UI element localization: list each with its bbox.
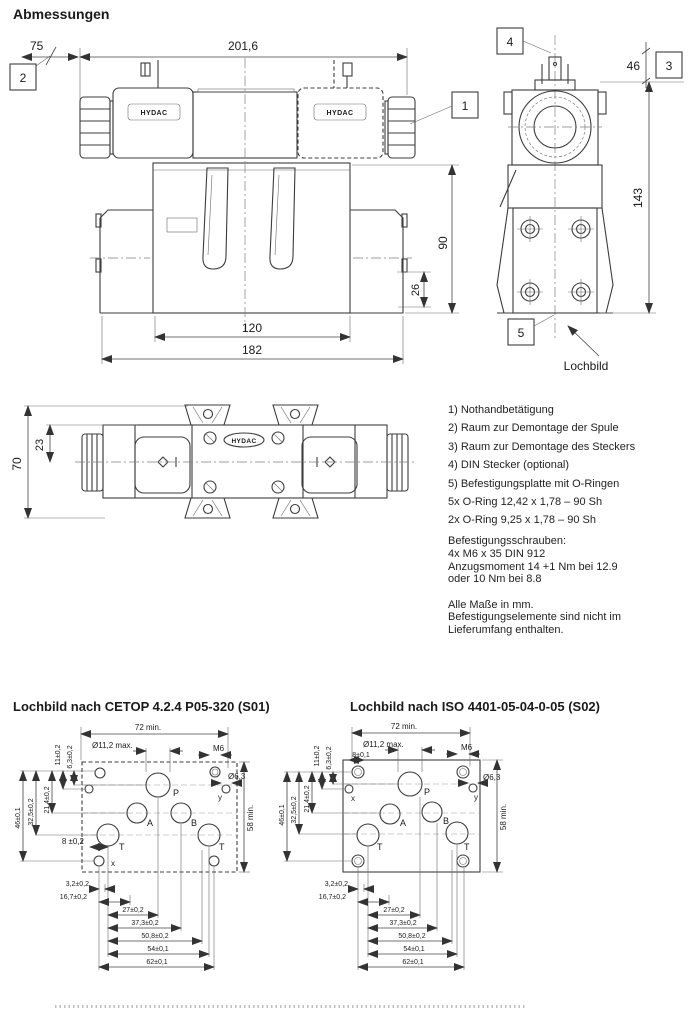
dim-8-right: 8±0,1 (352, 752, 370, 759)
left-solenoid (113, 60, 193, 158)
port-t: T (119, 842, 125, 852)
port-a: A (147, 818, 154, 828)
note-item: oder 10 Nm bei 8.8 (448, 573, 542, 586)
valve-body (90, 163, 412, 332)
dim-v21-4: 21,4±0,2 (304, 785, 311, 813)
chain-27: 27±0,2 (122, 907, 144, 914)
dim-v6-3: 6,3±0,2 (67, 745, 74, 769)
callout-1: 1 (461, 99, 469, 113)
note-item: 1) Nothandbetätigung (448, 404, 554, 416)
brand-label: HYDAC (326, 110, 354, 117)
dim-72: 72 min. (134, 723, 162, 732)
chain-37-3: 37,3±0,2 (131, 920, 159, 927)
chain-50-8: 50,8±0,2 (141, 933, 169, 940)
dim-11-2: Ø11,2 max. (92, 741, 133, 750)
callout-5: 5 (517, 326, 525, 340)
dim-v11: 11±0,2 (55, 744, 62, 766)
dim-70: 70 (10, 457, 24, 471)
dim-72: 72 min. (390, 722, 418, 731)
note-item: Lieferumfang enthalten. (448, 623, 564, 636)
section-title-iso: Lochbild nach ISO 4401-05-04-0-05 (S02) (350, 699, 600, 714)
lochbild-iso-drawing (279, 722, 508, 970)
dim-23: 23 (34, 438, 46, 452)
right-knob (385, 97, 415, 158)
brand-label: HYDAC (231, 438, 257, 445)
dim-m6: M6 (213, 744, 225, 753)
chain-37-3: 37,3±0,2 (389, 920, 417, 927)
dim-v32-5: 32,5±0,2 (28, 798, 35, 826)
dim-v46: 46±0,1 (279, 804, 286, 826)
callout-4: 4 (506, 35, 514, 49)
brand-label: HYDAC (140, 110, 168, 117)
port-a: A (400, 818, 407, 828)
note-item: 4x M6 x 35 DIN 912 (448, 547, 546, 560)
note-item: 2) Raum zur Demontage der Spule (448, 422, 619, 435)
right-solenoid (298, 60, 383, 158)
lochbild-pointer-label: Lochbild (563, 359, 609, 373)
page-title: Abmessungen (13, 6, 110, 22)
dim-75: 75 (30, 39, 44, 53)
dim-v21-4: 21,4±0,2 (44, 786, 51, 814)
chain-16-7: 16,7±0,2 (59, 894, 87, 901)
port-x: x (351, 794, 355, 803)
note-item: Befestigungselemente sind nicht im (448, 611, 622, 624)
note-item: 4) DIN Stecker (optional) (448, 459, 570, 472)
dim-11-2: Ø11,2 max. (363, 740, 404, 749)
note-item: Befestigungsschrauben: (448, 535, 567, 548)
dim-v6-3: 6,3±0,2 (326, 746, 333, 770)
port-t: T (464, 842, 470, 852)
dim-46: 46 (626, 59, 640, 73)
port-p: P (424, 787, 431, 797)
dim-6-3: Ø6,3 (228, 772, 246, 781)
chain-54: 54±0,1 (403, 946, 425, 953)
footer-text-remnant (55, 1005, 525, 1008)
plate-bolts (517, 216, 594, 305)
chain-62: 62±0,1 (146, 959, 168, 966)
port-y: y (218, 793, 222, 802)
dim-26: 26 (410, 283, 422, 297)
port-t: T (219, 842, 225, 852)
dim-v11: 11±0,2 (314, 745, 321, 767)
dim-58: 58 min. (499, 803, 508, 831)
top-view-drawing (10, 405, 415, 518)
note-item: Alle Maße in mm. (448, 598, 534, 611)
dim-143: 143 (631, 187, 645, 209)
port-t: T (377, 842, 383, 852)
dim-6-3: Ø6,3 (483, 773, 501, 782)
dim-90: 90 (436, 236, 450, 250)
dim-201-6: 201,6 (227, 39, 259, 53)
note-item: Anzugsmoment 14 +1 Nm bei 12.9 (448, 560, 618, 573)
chain-50-8: 50,8±0,2 (398, 933, 426, 940)
chain-62: 62±0,1 (402, 959, 424, 966)
note-item: 2x O-Ring 9,25 x 1,78 – 90 Sh (448, 514, 596, 527)
lochbild-cetop-drawing (15, 723, 255, 970)
chain-3-2: 3,2±0,2 (324, 881, 348, 888)
holes-cetop (85, 767, 230, 866)
dim-120: 120 (241, 321, 263, 335)
dim-v46: 46±0,1 (15, 807, 22, 829)
port-b: B (191, 818, 198, 828)
port-b: B (443, 816, 450, 826)
note-item: 5x O-Ring 12,42 x 1,78 – 90 Sh (448, 495, 603, 508)
callout-2: 2 (19, 71, 27, 85)
front-view-drawing (10, 39, 478, 364)
dim-v32-5: 32,5±0,2 (291, 796, 298, 824)
side-view-drawing (497, 28, 684, 373)
port-p: P (173, 788, 180, 798)
dim-58: 58 min. (246, 804, 255, 832)
chain-16-7: 16,7±0,2 (318, 894, 346, 901)
dim-m6: M6 (461, 743, 473, 752)
dim-182: 182 (241, 343, 263, 357)
notes-block (448, 404, 693, 637)
left-knob (80, 97, 113, 158)
chain-54: 54±0,1 (147, 946, 169, 953)
section-title-cetop: Lochbild nach CETOP 4.2.4 P05-320 (S01) (13, 699, 270, 714)
chain-3-2: 3,2±0,2 (65, 881, 89, 888)
port-y: y (474, 793, 478, 802)
chain-27: 27±0,2 (383, 907, 405, 914)
dim-8-left: 8 ±0,2 (61, 837, 84, 846)
note-item: 3) Raum zur Demontage des Steckers (448, 440, 636, 453)
note-item: 5) Befestigungsplatte mit O-Ringen (448, 477, 620, 490)
port-x: x (111, 859, 115, 868)
callout-3: 3 (665, 59, 673, 73)
